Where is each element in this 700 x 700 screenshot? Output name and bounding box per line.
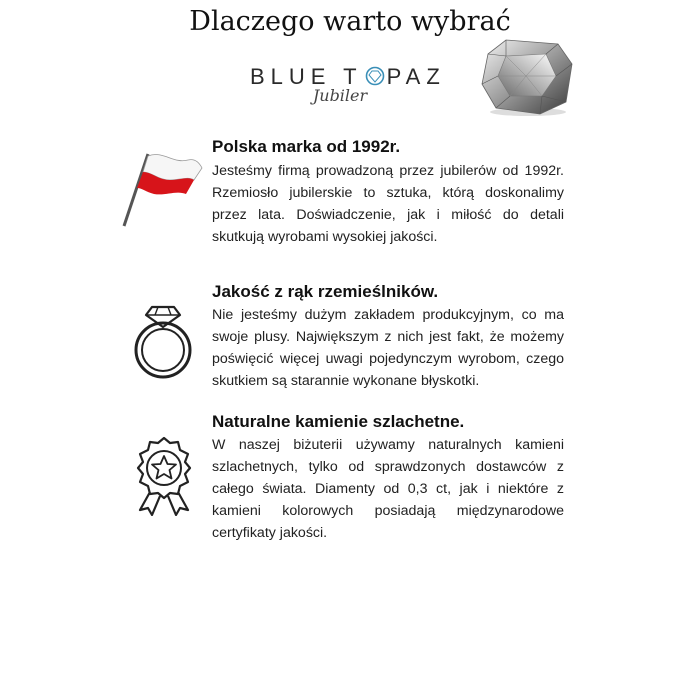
page-title: Dlaczego warto wybrać [189, 6, 511, 37]
brand-logo-subtitle: Jubiler [312, 86, 368, 105]
section-title-quality: Jakość z rąk rzemieślników. [212, 282, 439, 301]
section-title-gemstones: Naturalne kamienie szlachetne. [212, 412, 465, 431]
brand-logo-left: BLUE T [250, 64, 363, 89]
diamond-image [476, 36, 576, 118]
diamond-ring-icon [130, 305, 196, 379]
poland-flag-icon [118, 150, 210, 230]
section-body-quality: Nie jesteśmy dużym zakładem produkcyjnym, co ma swoje plusy. Największym z nich jest fakt, że możemy poświęcić więcej uwagi pojedynczym wyrobom, czego skutkiem są starannie wykonane błyskotki. [212, 307, 564, 389]
brand-logo-right: PAZ [386, 64, 446, 89]
topaz-o-icon [365, 66, 385, 86]
section-body-gemstones: W naszej biżuterii używamy naturalnych kamieni szlachetnych, tylko od sprawdzonych dostawców z całego świata. Diamenty od 0,3 ct, jak i niektóre z kamieni kolorowych posiadają międzynarodowe certyfikaty jakości. [212, 437, 564, 541]
award-ribbon-icon [132, 436, 196, 516]
section-title-brand: Polska marka od 1992r. [212, 137, 401, 156]
section-body-brand: Jesteśmy firmą prowadzoną przez jubilerów od 1992r. Rzemiosło jubilerskie to sztuka, którą doskonalimy przez lata. Doświadczenie, jak i miłość do detali skutkują wyrobami wysokiej jakości. [212, 163, 564, 245]
